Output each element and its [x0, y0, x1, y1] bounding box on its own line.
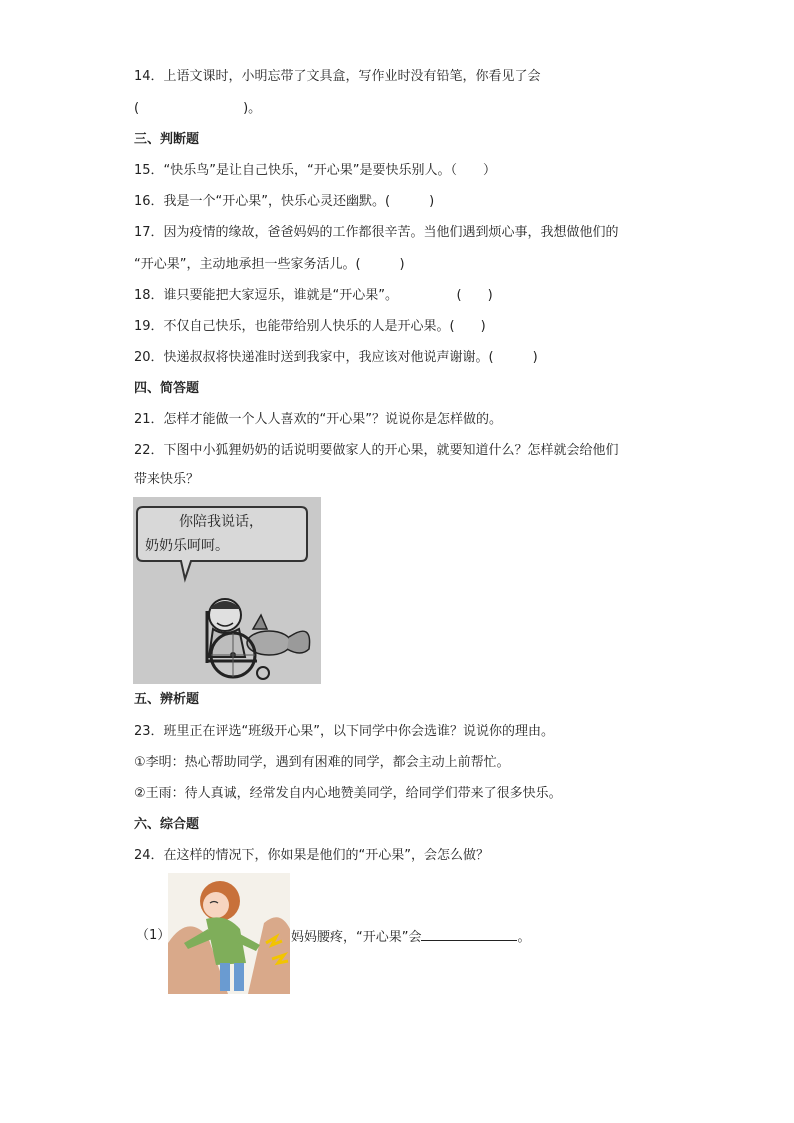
q24-subquestion1: [136, 928, 170, 944]
q15: 15．“快乐鸟”是让自己快乐，“开心果”是要快乐别人。（ ）: [134, 163, 496, 178]
q18: 18．谁只要能把大家逗乐，谁就是“开心果”。 ( ): [134, 288, 493, 303]
q20: 20．快递叔叔将快递准时送到我家中，我应该对他说声谢谢。( ): [134, 350, 538, 365]
q21: 21．怎样才能做一个人人喜欢的“开心果”？说说你是怎样做的。: [134, 412, 503, 427]
q23-option2: ②王雨：待人真诚，经常发自内心地赞美同学，给同学们带来了很多快乐。: [134, 786, 562, 801]
q23-option1: ①李明：热心帮助同学，遇到有困难的同学，都会主动上前帮忙。: [134, 755, 510, 770]
mother-back-pain-illustration: [168, 873, 290, 994]
fox-grandma-figure: [133, 497, 321, 684]
q14-line1: 14．上语文课时，小明忘带了文具盒，写作业时没有铅笔，你看见了会: [134, 69, 541, 84]
section5-title: 五、辨析题: [134, 692, 200, 707]
q24-sub1-text: [291, 928, 531, 946]
q24-sub1-end: 。: [517, 930, 531, 945]
q24-stem: 24．在这样的情况下，你如果是他们的“开心果”，会怎么做？: [134, 848, 490, 863]
q16: 16．我是一个“开心果”，快乐心灵还幽默。( ): [134, 194, 435, 209]
q23-stem: 23．班里正在评选“班级开心果”，以下同学中你会选谁？说说你的理由。: [134, 724, 555, 739]
q19: 19．不仅自己快乐，也能带给别人快乐的人是开心果。( ): [134, 319, 486, 334]
section4-title: 四、简答题: [134, 381, 200, 396]
q14-line2: ( )。: [134, 101, 262, 116]
q24-sub1-number: （1）: [136, 928, 171, 943]
answer-blank[interactable]: [421, 928, 517, 941]
q22-line1: 22．下图中小狐狸奶奶的话说明要做家人的开心果，就要知道什么？怎样就会给他们: [134, 443, 619, 458]
q17-line1: 17．因为疫情的缘故，爸爸妈妈的工作都很辛苦。当他们遇到烦心事，我想做他们的: [134, 225, 619, 240]
mother-back-pain-figure: [168, 873, 290, 994]
q24-sub1-prompt: 妈妈腰疼，“开心果”会: [291, 930, 422, 945]
section6-title: 六、综合题: [134, 817, 200, 832]
q17-line2: “开心果”，主动地承担一些家务活儿。( ): [134, 257, 405, 272]
speech-bubble-line2: 奶奶乐呵呵。: [145, 538, 229, 554]
speech-bubble-line1: 你陪我说话，: [179, 514, 263, 530]
section3-title: 三、判断题: [134, 132, 200, 147]
q22-line2: 带来快乐？: [134, 472, 200, 487]
